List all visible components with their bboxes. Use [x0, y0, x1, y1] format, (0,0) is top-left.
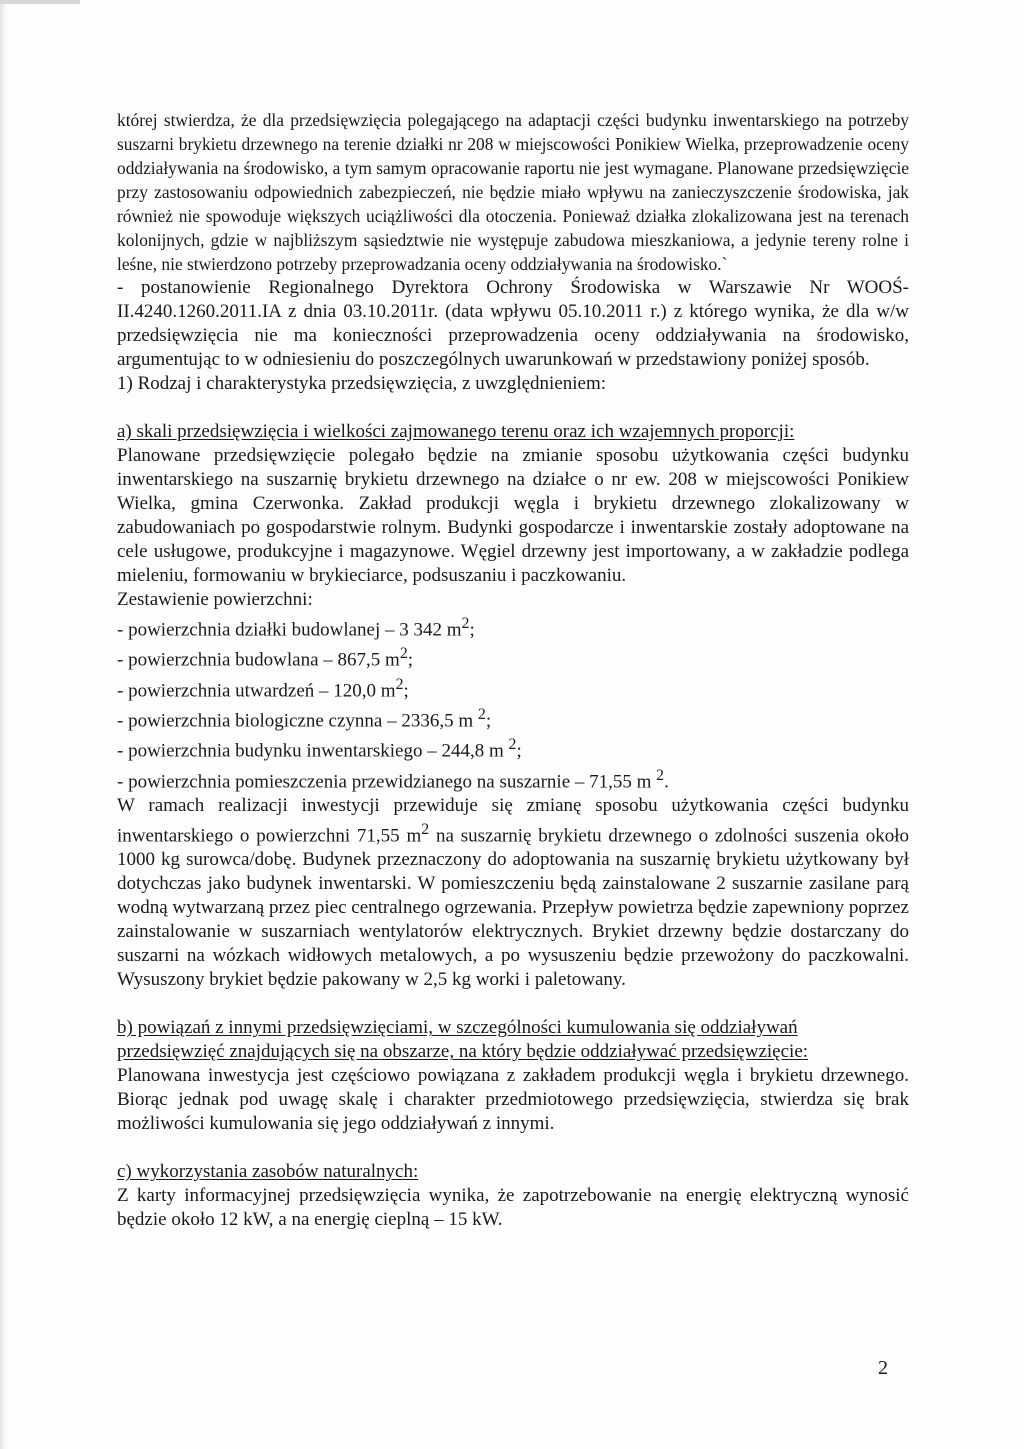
section-a-summary-title: Zestawienie powierzchni:: [117, 589, 313, 610]
scan-edge-mark: [0, 0, 80, 4]
area-item: - powierzchnia utwardzeń – 120,0 $m^2$;: [117, 675, 409, 701]
area-item: - powierzchnia budynku inwentarskiego – 244,8 m $^2$;: [117, 736, 522, 762]
area-item: - powierzchnia biologiczne czynna – 2336,5 m $^2$;: [117, 705, 492, 732]
section-b-body: Planowana inwestycja jest częściowo powiązana z zakładem produkcji węgla i brykietu drzewnego. Biorąc jednak pod uwagę skalę i charakter przedmiotowego przedsięwzięcia, stwierdza się brak możliwości kumulowania się jego oddziaływań z innymi.: [117, 1065, 909, 1135]
page-content: [117, 108, 909, 1232]
section-c-body: Z karty informacyjnej przedsięwzięcia wynika, że zapotrzebowanie na energię elektryczną wynosić będzie około 12 kW, a na energię cieplną – 15 kW.: [117, 1185, 909, 1231]
section-a-heading: a) skali przedsięwzięcia i wielkości zajmowanego terenu oraz ich wzajemnych proporcji:: [117, 421, 795, 442]
spacer: [117, 992, 909, 1016]
area-item: - powierzchnia budowlana – 867,5 $m^2$;: [117, 645, 414, 671]
section-a-body: Planowane przedsięwzięcie polegało będzie na zmianie sposobu użytkowania części budynku inwentarskiego na suszarnię brykietu drzewnego na działce o nr ew. 208 w miejscowości Ponikiew Wielka, gmina Czerwonka. Zakład produkcji węgla i brykietu drzewnego zlokalizowany w zabudowaniach po gospodarstwie rolnym. Budynki gospodarcze i inwentarskie zostały adoptowane na cele usługowe, produkcyjne i magazynowe. Węgiel drzewny jest importowany, a w zakładzie podlega mieleniu, formowaniu w brykieciarce, podsuszaniu i paczkowaniu.: [117, 445, 909, 586]
area-item: - powierzchnia działki budowlanej – 3 342 $m^2$;: [117, 615, 475, 641]
section-b-heading: b) powiązań z innymi przedsięwzięciami, w szczególności kumulowania się oddziaływań przedsięwzięć znajdujących się na obszarze, na który będzie oddziaływać przedsięwzięcie:: [117, 1017, 809, 1063]
postanowienie-paragraph: - postanowienie Regionalnego Dyrektora Ochrony Środowiska w Warszawie Nr WOOŚ-II.4240.1260.2011.IA z dnia 03.10.2011r. (data wpływu 05.10.2011 r.) z którego wynika, że dla w/w przedsięwzięcia nie ma konieczności przeprowadzenia oceny oddziaływania na środowisko, argumentując to w odniesieniu do poszczególnych uwarunkowań w przedstawiony poniżej sposób.: [117, 277, 909, 370]
spacer: [117, 396, 909, 420]
scan-edge-shadow: [0, 0, 6, 1449]
spacer: [117, 1136, 909, 1160]
section-a-body-2: W ramach realizacji inwestycji przewiduje się zmianę sposobu użytkowania części budynku inwentarskiego o powierzchni 71,55 $m^2$ na suszarnię brykietu drzewnego o zdolności suszenia około 1000 kg surowca/dobę. Budynek przeznaczony do adoptowania na suszarnię brykietu użytkowany był dotychczas jako budynek inwentarski. W pomieszczeniu będą zainstalowane 2 suszarnie zasilane parą wodną wytwarzaną przez piec centralnego ogrzewania. Przepływ powietrza będzie zapewniony poprzez zainstalowanie w suszarniach wentylatorów elektrycznych. Brykiet drzewny będzie dostarczany do suszarni na wózkach widłowych metalowych, a po wysuszeniu będzie przewożony do paczkowalni. Wysuszony brykiet będzie pakowany w 2,5 kg worki i paletowany.: [117, 794, 909, 991]
page-number: 2: [878, 1357, 888, 1379]
area-item: - powierzchnia pomieszczenia przewidzianego na suszarnie – 71,55 m $^2$.: [117, 766, 669, 792]
intro-paragraph: której stwierdza, że dla przedsięwzięcia polegającego na adaptacji części budynku inwentarskiego na potrzeby suszarni brykietu drzewnego na terenie działki nr 208 w miejscowości Ponikiew Wielka, przeprowadzenie oceny oddziaływania na środowisko, a tym samym opracowanie raportu nie jest wymagane. Planowane przedsięwzięcie przy zastosowaniu odpowiednich zabezpieczeń, nie będzie miało wpływu na zanieczyszczenie środowiska, jak również nie spowoduje większych uciążliwości dla otoczenia. Ponieważ działka zlokalizowana jest na terenach kolonijnych, gdzie w najbliższym sąsiedztwie nie występuje zabudowa mieszkaniowa, a jedynie tereny rolne i leśne, nie stwierdzono potrzeby przeprowadzania oceny oddziaływania na środowisko.`: [117, 110, 909, 274]
point-1: 1) Rodzaj i charakterystyka przedsięwzięcia, z uwzględnieniem:: [117, 373, 607, 394]
section-c-heading: c) wykorzystania zasobów naturalnych:: [117, 1161, 419, 1183]
area-list: [117, 612, 909, 794]
